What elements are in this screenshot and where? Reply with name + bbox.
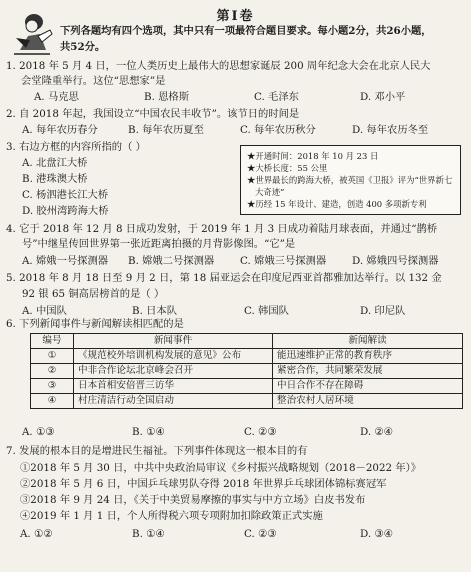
q6-stem: 6. 下列新闻事件与新闻解读相匹配的是	[6, 318, 184, 330]
q2-stem: 2. 自 2018 年起，我国设立“中国农民丰收节”。该节日的时间是	[6, 108, 300, 120]
table-row	[31, 394, 463, 409]
row-number: ④	[31, 394, 74, 409]
q1-option-a: A. 马克思	[34, 91, 79, 103]
box-line-1: ★开通时间：2018 年 10 月 23 日	[247, 151, 379, 161]
box-line-2: ★大桥长度：55 公里	[247, 163, 328, 173]
q7-option-d: D. ③④	[360, 528, 393, 540]
q7-item-4: ④2019 年 1 月 1 日，个人所得税六项专项附加扣除政策正式实施	[20, 510, 323, 522]
q4-option-d: D. 嫦娥四号探测器	[352, 255, 439, 267]
header-number: 编号	[31, 334, 74, 349]
q3-option-a: A. 北盘江大桥	[22, 157, 88, 169]
q4-option-c: C. 嫦娥三号探测器	[240, 255, 327, 267]
q5-option-d: D. 印尼队	[360, 305, 406, 317]
box-line-5: ★历经 15 年设计、建造，创造 400 多项新专利	[247, 199, 427, 209]
q7-option-c: C. ②③	[244, 528, 277, 540]
row-event: 中非合作论坛北京峰会召开	[74, 364, 273, 379]
q1-stem-line-1: 1. 2018 年 5 月 4 日，一位人类历史上最伟大的思想家诞辰 200 周年纪念大会在北京人民大	[6, 60, 431, 72]
q2-option-b: B. 每年农历夏至	[128, 124, 204, 136]
q3-option-c: C. 杨泗港长江大桥	[22, 189, 109, 201]
table-row	[31, 364, 463, 379]
q6-option-c: C. ②③	[244, 426, 277, 438]
q5-stem-line-2: 92 银 65 铜高居榜首的是（ ）	[22, 288, 165, 300]
row-interpretation: 整治农村人居环境	[273, 394, 463, 409]
table-header-row	[31, 334, 463, 349]
intro-line-2: 共52分。	[60, 41, 106, 53]
section-title: 第Ⅰ卷	[216, 9, 255, 24]
q7-option-b: B. ①④	[132, 528, 165, 540]
q5-option-a: A. 中国队	[22, 305, 67, 317]
q7-item-1: ①2018 年 5 月 30 日，中共中央政治局审议《乡村振兴战略规划（2018－2022 年）》	[20, 462, 422, 474]
q1-stem-line-2: 会堂隆重举行。这位“思想家”是	[21, 75, 166, 87]
news-table	[30, 333, 463, 409]
q3-option-b: B. 港珠澳大桥	[22, 173, 88, 185]
row-event: 日本首相安倍晋三访华	[74, 379, 273, 394]
q6-option-b: B. ①④	[132, 426, 165, 438]
q3-stem: 3. 右边方框的内容所指的（ ）	[6, 141, 146, 153]
q5-stem-line-1: 5. 2018 年 8 月 18 日至 9 月 2 日，第 18 届亚运会在印度尼西亚首都雅加达举行。以 132 金	[6, 272, 442, 284]
q1-option-b: B. 恩格斯	[144, 91, 190, 103]
row-interpretation: 能迅速维护正常的教育秩序	[273, 349, 463, 364]
bridge-info-box	[240, 145, 461, 215]
box-line-4: 大奇迹”	[255, 187, 285, 197]
q5-option-c: C. 韩国队	[244, 305, 289, 317]
table-row	[31, 349, 463, 364]
q2-option-d: D. 每年农历冬至	[352, 124, 429, 136]
row-number: ②	[31, 364, 74, 379]
q1-option-c: C. 毛泽东	[254, 91, 299, 103]
q7-item-3: ③2018 年 9 月 24 日，《关于中美贸易摩擦的事实与中方立场》白皮书发布	[20, 494, 366, 506]
q1-option-d: D. 邓小平	[360, 91, 406, 103]
box-line-3: ★世界最长的跨海大桥，被英国《卫报》评为“世界新七	[247, 175, 453, 185]
row-interpretation: 中日合作不存在障碍	[273, 379, 463, 394]
q4-stem-line-1: 4. 它于 2018 年 12 月 8 日成功发射，于 2019 年 1 月 3 日成功着陆月球表面，并通过“鹊桥	[6, 223, 438, 235]
q7-item-2: ②2018 年 5 月 6 日，中国乒乓球男队夺得 2018 年世界乒乓球团体锦标赛冠军	[20, 478, 387, 490]
row-interpretation: 紧密合作，共同繁荣发展	[273, 364, 463, 379]
header-event: 新闻事件	[74, 334, 273, 349]
q2-option-c: C. 每年农历秋分	[240, 124, 316, 136]
table-row	[31, 379, 463, 394]
row-event: 村庄清洁行动全国启动	[74, 394, 273, 409]
q7-stem: 7. 发展的根本目的是增进民生福祉。下列事件体现这一根本目的有	[6, 445, 308, 457]
q5-option-b: B. 日本队	[132, 305, 178, 317]
q6-option-d: D. ②④	[360, 426, 393, 438]
row-number: ①	[31, 349, 74, 364]
q4-option-a: A. 嫦娥一号探测器	[22, 255, 109, 267]
q4-stem-line-2: 号”中继星传回世界第一张近距离拍摄的月背影像图。“它”是	[22, 238, 296, 250]
row-number: ③	[31, 379, 74, 394]
q2-option-a: A. 每年农历春分	[22, 124, 98, 136]
q6-option-a: A. ①③	[22, 426, 55, 438]
q4-option-b: B. 嫦娥二号探测器	[128, 255, 215, 267]
row-event: 《规范校外培训机构发展的意见》公布	[74, 349, 273, 364]
q7-option-a: A. ①②	[20, 528, 53, 540]
header-interpretation: 新闻解读	[273, 334, 463, 349]
intro-line-1: 下列各题均有四个选项，其中只有一项最符合题目要求。每小题2分，共26小题，	[60, 25, 432, 37]
q3-option-d: D. 胶州湾跨海大桥	[22, 205, 109, 217]
